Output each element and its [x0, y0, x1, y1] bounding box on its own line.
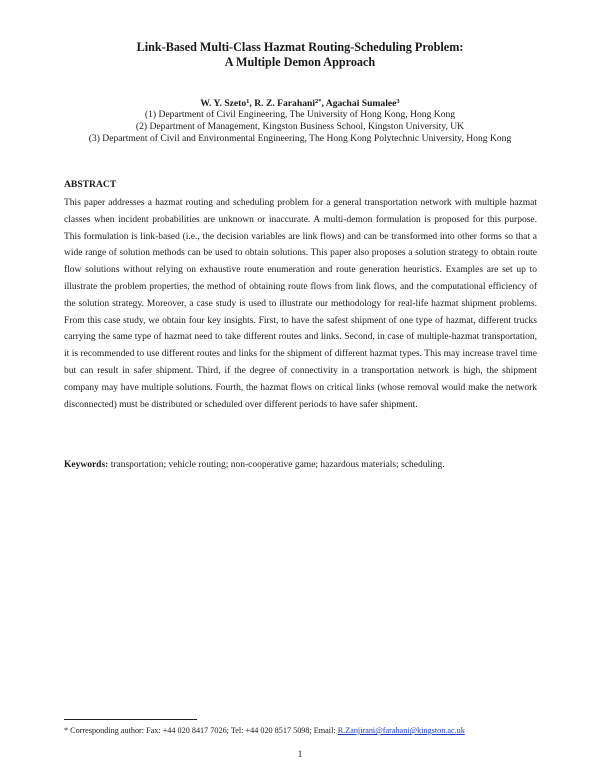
- author-separator: ,: [249, 98, 255, 109]
- keywords-label: Keywords:: [64, 460, 109, 470]
- author-mark: 2*: [315, 98, 322, 105]
- affiliation-1: (1) Department of Civil Engineering, The University of Hong Kong, Hong Kong: [144, 109, 456, 120]
- page-number: 1: [297, 750, 303, 760]
- footnote-text: * Corresponding author: Fax: +44 020 8417 7026; Tel: +44 020 8517 5098; Email:: [64, 726, 338, 735]
- author-name: W. Y. Szeto: [200, 98, 247, 109]
- author-name: Agachai Sumalee: [325, 98, 397, 109]
- corresponding-email-link[interactable]: R.Zanjirani@farahani@kingston.ac.uk: [337, 726, 465, 735]
- affiliations: [0, 109, 600, 145]
- keywords: [64, 459, 537, 471]
- keywords-text: transportation; vehicle routing; non-cooperative game; hazardous materials; scheduling.: [110, 460, 445, 470]
- footnote: [64, 726, 544, 736]
- author-separator: ,: [321, 98, 326, 109]
- paper-title: [0, 40, 600, 70]
- title-line-2: A Multiple Demon Approach: [224, 55, 376, 69]
- author-list: [0, 96, 600, 110]
- abstract-body: This paper addresses a hazmat routing and scheduling problem for a general transportation network with multiple hazmat classes when incident probabilities are unknown or inaccurate. A multi-demon formulation is proposed for this purpose. This formulation is link-based (i.e., the decision variables are link flows) and can be transformed into other forms so that a wide range of solution methods can be used to obtain solutions. This paper also proposes a solution strategy to obtain route flow solutions without relying on exhaustive route enumeration and route generation heuristics. Examples are set up to illustrate the problem properties, the method of obtaining route flows from link flows, and the computational efficiency of the solution strategy. Moreover, a case study is used to illustrate our methodology for real-life hazmat shipment problems. From this case study, we obtain four key insights. First, to have the safest shipment of one type of hazmat, different trucks carrying the same type of hazmat need to take different routes and links. Second, in case of multiple-hazmat transportation, it is recommended to use different routes and links for the shipment of different hazmat types. This may increase travel time but can result in safer shipment. Third, if the degree of connectivity in a transportation network is high, the shipment company may have multiple solutions. Fourth, the hazmat flows on critical links (whose removal would make the network disconnected) must be distributed or scheduled over different periods to have safer shipment.: [64, 198, 537, 410]
- author-mark: 1: [246, 98, 250, 105]
- footnote-rule: [64, 719, 197, 720]
- affiliation-2: (2) Department of Management, Kingston Business School, Kingston University, UK: [135, 121, 465, 132]
- title-line-1: Link-Based Multi-Class Hazmat Routing-Scheduling Problem:: [136, 40, 464, 54]
- author-name: R. Z. Farahani: [254, 98, 315, 109]
- abstract-heading: ABSTRACT: [64, 179, 117, 190]
- affiliation-3: (3) Department of Civil and Environmental Engineering, The Hong Kong Polytechnic University, Hong Kong: [88, 133, 512, 144]
- author-mark: 3: [396, 98, 400, 105]
